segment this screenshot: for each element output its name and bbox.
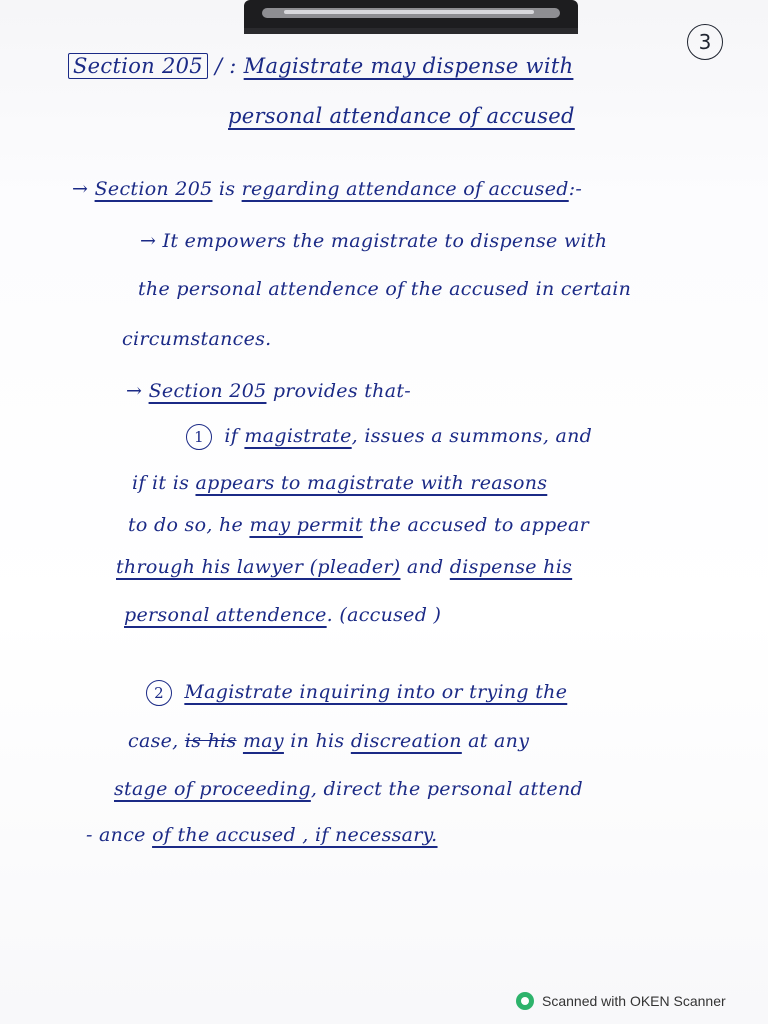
point-2-line-1: 2 Magistrate inquiring into or trying the xyxy=(146,680,567,706)
title-line-1 xyxy=(68,54,573,78)
section-box: Section 205 xyxy=(68,53,208,79)
point-1-line-2: if it is appears to magistrate with reasons xyxy=(132,472,548,494)
title-text-1: Magistrate may dispense with xyxy=(243,54,574,78)
page-number-circle: 3 xyxy=(687,24,723,60)
clipboard-clip xyxy=(244,0,578,40)
point-2-line-4: - ance of the accused , if necessary. xyxy=(86,824,438,846)
body-line-2: → It empowers the magistrate to dispense with xyxy=(140,230,608,252)
oken-scanner-logo-icon xyxy=(516,992,534,1010)
point-1-line-3: to do so, he may permit the accused to appear xyxy=(128,514,590,536)
title-separator: / : xyxy=(214,54,237,78)
struck-text: is his xyxy=(184,730,237,752)
point-1-line-5: personal attendence. (accused ) xyxy=(124,604,442,626)
body-line-3: the personal attendence of the accused in certain xyxy=(138,278,632,300)
arrow-icon: → xyxy=(72,178,89,200)
scanner-watermark xyxy=(516,990,726,1012)
point-1-line-4: through his lawyer (pleader) and dispense his xyxy=(116,556,573,578)
point-2-line-3: stage of proceeding, direct the personal attend xyxy=(114,778,583,800)
body-line-1: → Section 205 is regarding attendance of accused:- xyxy=(72,178,583,200)
body-line-5: → Section 205 provides that- xyxy=(126,380,411,402)
point-2-number: 2 xyxy=(146,680,172,706)
point-1-number: 1 xyxy=(186,424,212,450)
scanner-text: Scanned with OKEN Scanner xyxy=(542,993,726,1009)
body-line-4: circumstances. xyxy=(122,328,272,350)
arrow-icon: → xyxy=(126,380,143,402)
point-1-line-1: 1 if magistrate, issues a summons, and xyxy=(186,424,592,450)
title-line-2: personal attendance of accused xyxy=(228,104,575,128)
point-2-line-2: case, is his may in his discreation at any xyxy=(128,730,530,752)
